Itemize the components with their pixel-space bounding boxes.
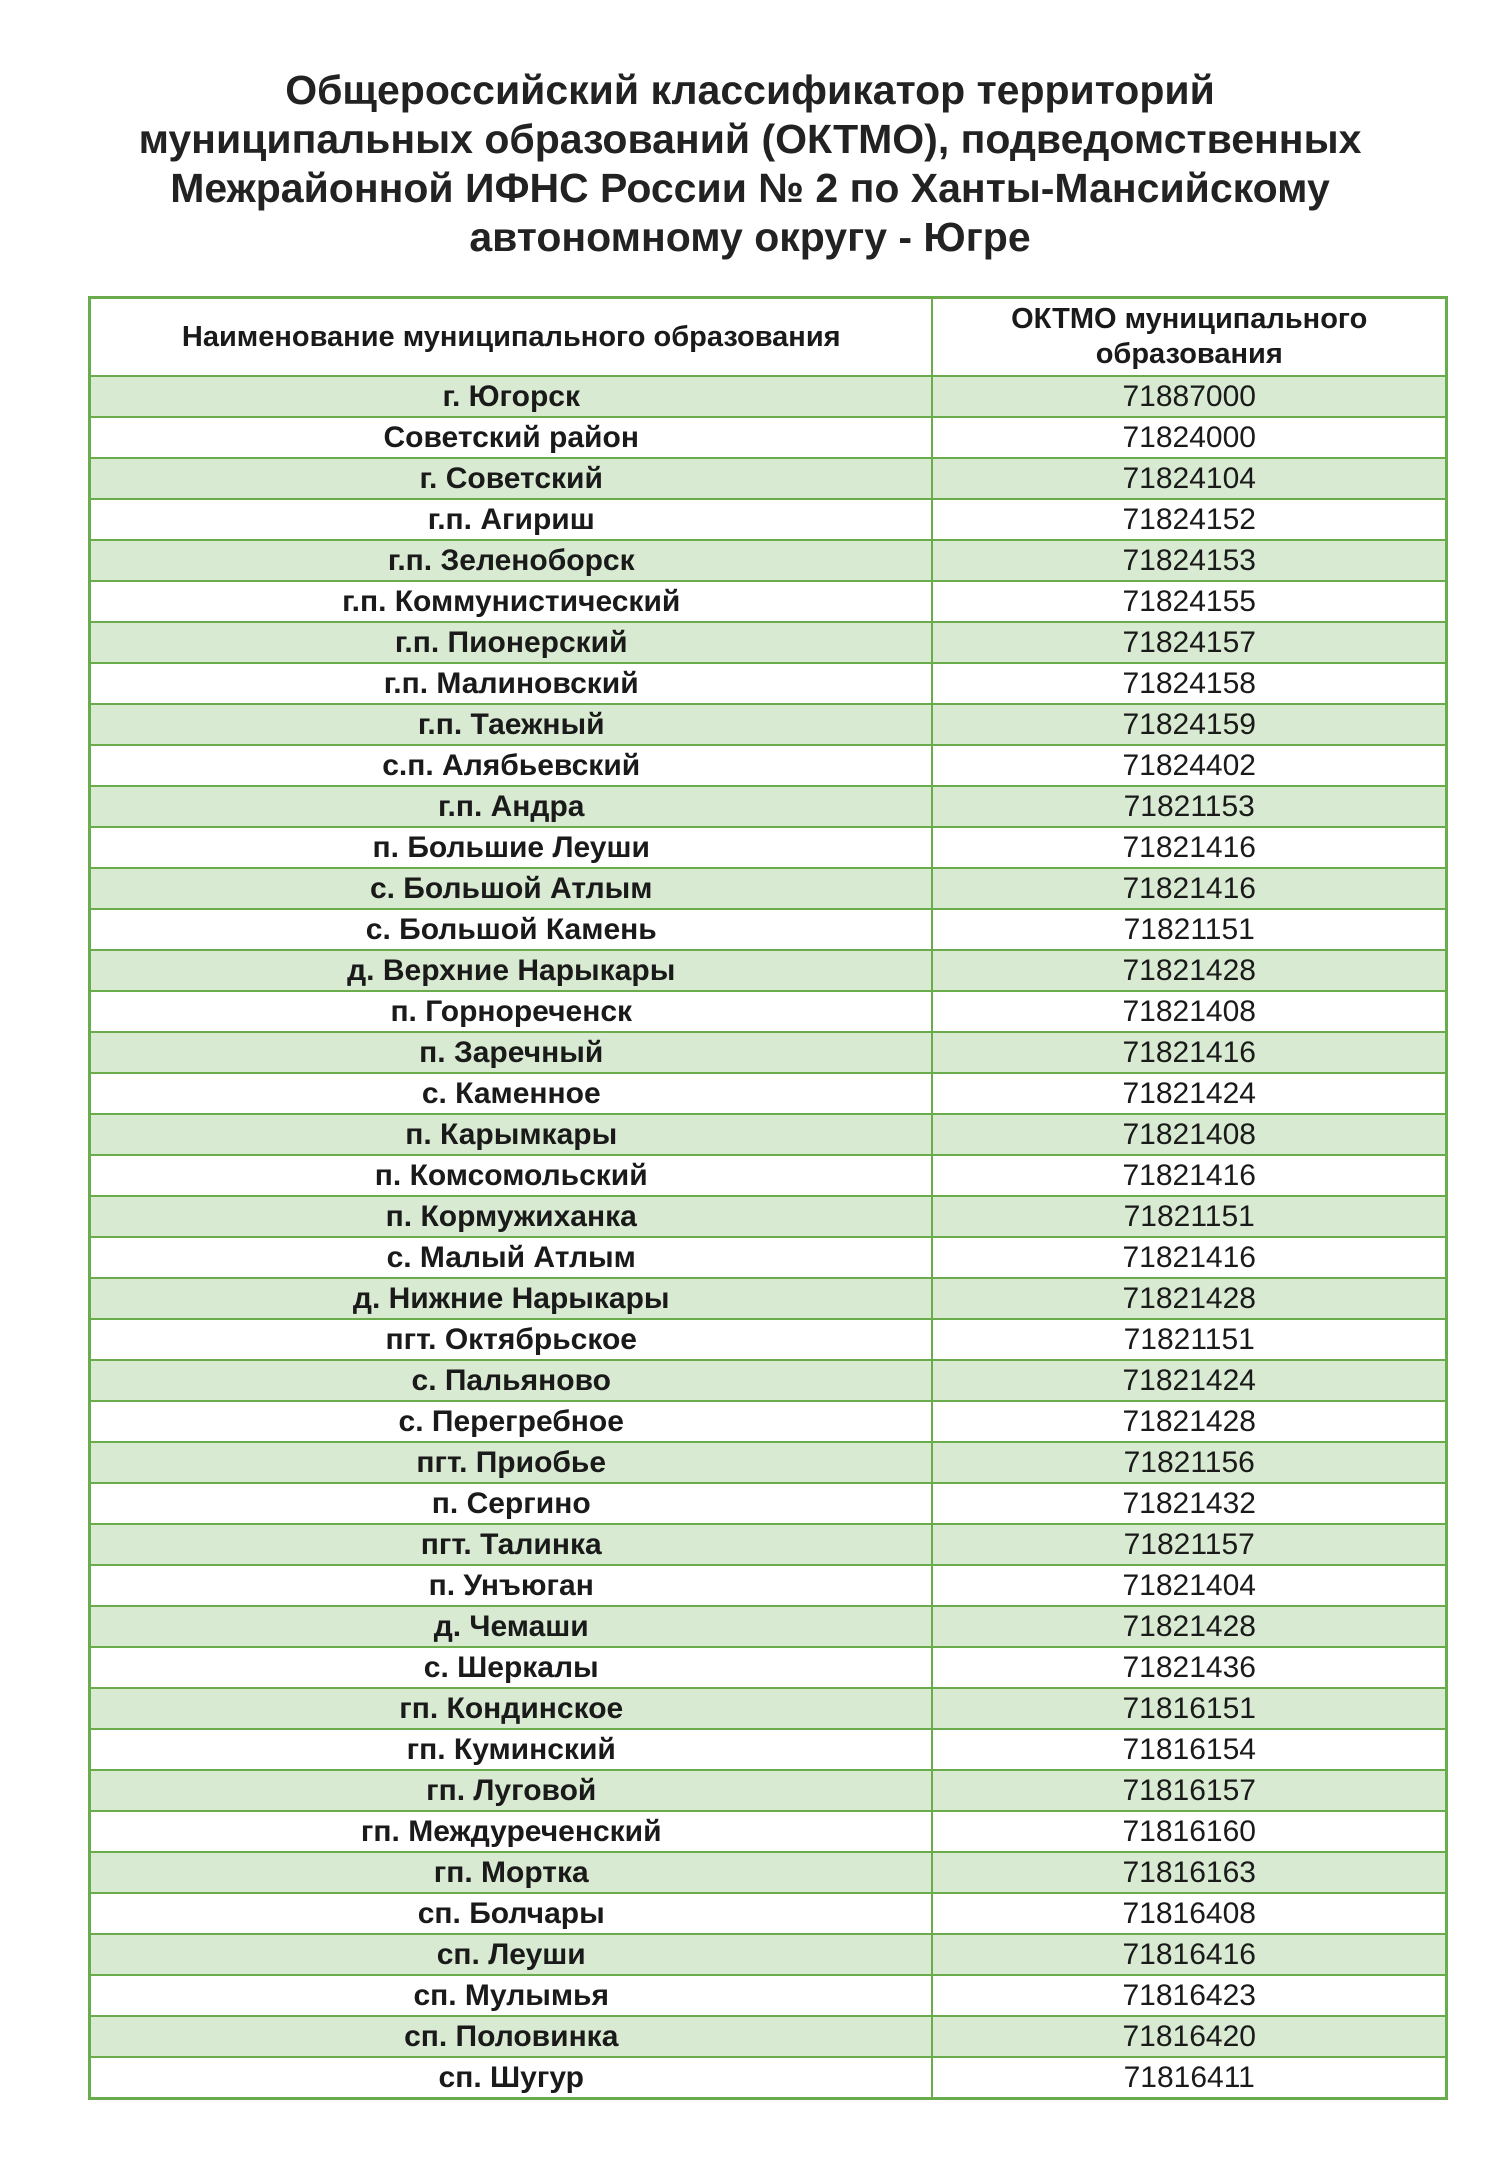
oktmo-table-container [88, 296, 1448, 2100]
table-row [90, 1647, 1447, 1688]
oktmo-code-cell: 71821153 [932, 786, 1446, 827]
table-row [90, 540, 1447, 581]
table-row [90, 1360, 1447, 1401]
oktmo-code-cell: 71821408 [932, 991, 1446, 1032]
table-row [90, 499, 1447, 540]
table-row [90, 1278, 1447, 1319]
oktmo-code-cell: 71816160 [932, 1811, 1446, 1852]
municipality-name-cell: д. Нижние Нарыкары [90, 1278, 933, 1319]
table-row [90, 1401, 1447, 1442]
oktmo-code-cell: 71821416 [932, 868, 1446, 909]
municipality-name-cell: гп. Мортка [90, 1852, 933, 1893]
oktmo-code-cell: 71816154 [932, 1729, 1446, 1770]
table-header-row [90, 298, 1447, 377]
table-row [90, 950, 1447, 991]
municipality-name-cell: с. Пальяново [90, 1360, 933, 1401]
municipality-name-cell: п. Сергино [90, 1483, 933, 1524]
oktmo-table [88, 296, 1448, 2100]
table-row [90, 1442, 1447, 1483]
oktmo-code-cell: 71821424 [932, 1360, 1446, 1401]
table-row [90, 1606, 1447, 1647]
municipality-name-cell: п. Унъюган [90, 1565, 933, 1606]
municipality-name-cell: пгт. Талинка [90, 1524, 933, 1565]
document-title [60, 66, 1440, 262]
municipality-name-cell: г.п. Пионерский [90, 622, 933, 663]
oktmo-code-cell: 71824152 [932, 499, 1446, 540]
oktmo-code-cell: 71824159 [932, 704, 1446, 745]
municipality-name-cell: п. Большие Леуши [90, 827, 933, 868]
table-row [90, 1237, 1447, 1278]
municipality-name-cell: с.п. Алябьевский [90, 745, 933, 786]
table-row [90, 1196, 1447, 1237]
table-row [90, 1155, 1447, 1196]
municipality-name-cell: с. Каменное [90, 1073, 933, 1114]
table-row [90, 786, 1447, 827]
municipality-name-cell: г.п. Андра [90, 786, 933, 827]
table-row [90, 663, 1447, 704]
municipality-name-cell: гп. Куминский [90, 1729, 933, 1770]
municipality-name-cell: п. Горнореченск [90, 991, 933, 1032]
municipality-name-cell: г. Советский [90, 458, 933, 499]
oktmo-code-cell: 71821428 [932, 950, 1446, 991]
oktmo-code-cell: 71821428 [932, 1401, 1446, 1442]
municipality-name-cell: г.п. Зеленоборск [90, 540, 933, 581]
table-row [90, 458, 1447, 499]
table-row [90, 745, 1447, 786]
table-row [90, 2057, 1447, 2099]
oktmo-code-cell: 71816420 [932, 2016, 1446, 2057]
municipality-name-cell: с. Перегребное [90, 1401, 933, 1442]
municipality-name-cell: гп. Междуреченский [90, 1811, 933, 1852]
table-row [90, 1524, 1447, 1565]
oktmo-code-cell: 71821408 [932, 1114, 1446, 1155]
municipality-name-cell: гп. Луговой [90, 1770, 933, 1811]
title-line: автономному округу - Югре [469, 214, 1031, 260]
oktmo-code-cell: 71824153 [932, 540, 1446, 581]
oktmo-code-cell: 71824000 [932, 417, 1446, 458]
oktmo-code-cell: 71824104 [932, 458, 1446, 499]
oktmo-code-cell: 71816163 [932, 1852, 1446, 1893]
municipality-name-cell: с. Шеркалы [90, 1647, 933, 1688]
municipality-name-cell: пгт. Октябрьское [90, 1319, 933, 1360]
municipality-name-cell: сп. Половинка [90, 2016, 933, 2057]
title-line: муниципальных образований (ОКТМО), подведомственных [138, 116, 1362, 162]
municipality-name-cell: п. Комсомольский [90, 1155, 933, 1196]
oktmo-code-cell: 71824157 [932, 622, 1446, 663]
oktmo-code-cell: 71821151 [932, 909, 1446, 950]
municipality-name-cell: г.п. Агириш [90, 499, 933, 540]
title-line: Межрайонной ИФНС России № 2 по Ханты-Мансийскому [170, 165, 1330, 211]
oktmo-code-cell: 71821151 [932, 1319, 1446, 1360]
municipality-name-cell: г. Югорск [90, 376, 933, 417]
oktmo-code-cell: 71816423 [932, 1975, 1446, 2016]
oktmo-code-cell: 71821404 [932, 1565, 1446, 1606]
municipality-name-cell: г.п. Таежный [90, 704, 933, 745]
oktmo-code-cell: 71816157 [932, 1770, 1446, 1811]
municipality-name-cell: п. Кормужиханка [90, 1196, 933, 1237]
municipality-name-cell: п. Заречный [90, 1032, 933, 1073]
municipality-name-cell: с. Большой Атлым [90, 868, 933, 909]
table-row [90, 376, 1447, 417]
municipality-name-cell: с. Малый Атлым [90, 1237, 933, 1278]
municipality-name-cell: сп. Шугур [90, 2057, 933, 2099]
municipality-name-cell: Советский район [90, 417, 933, 458]
oktmo-code-cell: 71821416 [932, 827, 1446, 868]
oktmo-code-cell: 71816151 [932, 1688, 1446, 1729]
table-row [90, 909, 1447, 950]
municipality-name-cell: сп. Болчары [90, 1893, 933, 1934]
table-row [90, 581, 1447, 622]
header-municipality-name: Наименование муниципального образования [90, 298, 933, 377]
table-row [90, 417, 1447, 458]
table-body [90, 376, 1447, 2099]
table-row [90, 1975, 1447, 2016]
municipality-name-cell: с. Большой Камень [90, 909, 933, 950]
table-row [90, 1729, 1447, 1770]
title-line: Общероссийский классификатор территорий [285, 67, 1215, 113]
table-row [90, 1934, 1447, 1975]
oktmo-code-cell: 71816411 [932, 2057, 1446, 2099]
table-row [90, 1852, 1447, 1893]
table-row [90, 1688, 1447, 1729]
oktmo-code-cell: 71821436 [932, 1647, 1446, 1688]
municipality-name-cell: г.п. Коммунистический [90, 581, 933, 622]
table-row [90, 1893, 1447, 1934]
header-oktmo-line1: ОКТМО муниципального [1011, 303, 1368, 335]
oktmo-code-cell: 71821151 [932, 1196, 1446, 1237]
oktmo-code-cell: 71887000 [932, 376, 1446, 417]
header-oktmo-line2: образования [1095, 338, 1283, 370]
oktmo-code-cell: 71821416 [932, 1155, 1446, 1196]
header-oktmo-code [932, 298, 1446, 377]
table-row [90, 1114, 1447, 1155]
municipality-name-cell: пгт. Приобье [90, 1442, 933, 1483]
municipality-name-cell: д. Чемаши [90, 1606, 933, 1647]
table-row [90, 868, 1447, 909]
oktmo-code-cell: 71816408 [932, 1893, 1446, 1934]
table-row [90, 1565, 1447, 1606]
table-row [90, 1032, 1447, 1073]
oktmo-code-cell: 71824155 [932, 581, 1446, 622]
municipality-name-cell: сп. Мулымья [90, 1975, 933, 2016]
table-row [90, 1811, 1447, 1852]
table-row [90, 704, 1447, 745]
oktmo-code-cell: 71824158 [932, 663, 1446, 704]
oktmo-code-cell: 71821416 [932, 1237, 1446, 1278]
table-row [90, 2016, 1447, 2057]
municipality-name-cell: д. Верхние Нарыкары [90, 950, 933, 991]
table-row [90, 1483, 1447, 1524]
oktmo-code-cell: 71821157 [932, 1524, 1446, 1565]
oktmo-code-cell: 71821416 [932, 1032, 1446, 1073]
municipality-name-cell: сп. Леуши [90, 1934, 933, 1975]
oktmo-code-cell: 71821424 [932, 1073, 1446, 1114]
oktmo-code-cell: 71821156 [932, 1442, 1446, 1483]
table-row [90, 622, 1447, 663]
municipality-name-cell: г.п. Малиновский [90, 663, 933, 704]
oktmo-code-cell: 71824402 [932, 745, 1446, 786]
table-row [90, 1073, 1447, 1114]
table-row [90, 991, 1447, 1032]
table-row [90, 1319, 1447, 1360]
oktmo-code-cell: 71821432 [932, 1483, 1446, 1524]
oktmo-code-cell: 71821428 [932, 1278, 1446, 1319]
municipality-name-cell: п. Карымкары [90, 1114, 933, 1155]
table-row [90, 1770, 1447, 1811]
table-row [90, 827, 1447, 868]
municipality-name-cell: гп. Кондинское [90, 1688, 933, 1729]
oktmo-code-cell: 71821428 [932, 1606, 1446, 1647]
oktmo-code-cell: 71816416 [932, 1934, 1446, 1975]
